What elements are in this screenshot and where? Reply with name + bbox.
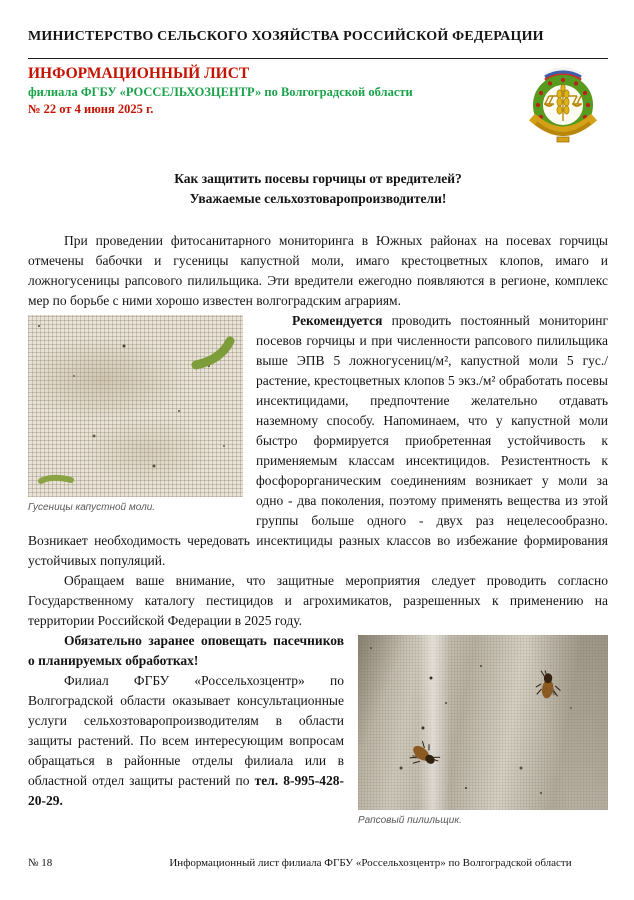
branch-line: филиала ФГБУ «РОССЕЛЬХОЗЦЕНТР» по Волгоградской области (28, 85, 413, 99)
footer-text: Информационный лист филиала ФГБУ «Россельхозцентр» по Волгоградской области (169, 857, 572, 869)
contacts-text: Филиал ФГБУ «Россельхозцентр» по Волгоградской области оказывает консультационные услуги сельхозтоваропроизводителям в области защиты растений. По всем интересующим вопросам обращаться в районные отделы филиала или в областной отдел защиты растений по (28, 673, 344, 788)
paragraph-beekeepers-warning: Обязательно заранее оповещать пасечников о планируемых обработках! (28, 633, 344, 668)
phone-number: тел. 8-995-428-20-29. (28, 773, 345, 808)
sawfly-shape-top-right (534, 669, 564, 702)
rape-sawfly-photo (358, 635, 608, 810)
ministry-header: МИНИСТЕРСТВО СЕЛЬСКОГО ХОЗЯЙСТВА РОССИЙСКОЙ ФЕДЕРАЦИИ (28, 29, 544, 44)
paragraph-monitoring: При проведении фитосанитарного мониторинга в Южных районах на посевах горчицы отмечены бабочки и гусеницы капустной моли, имаго крестоцветных клопов, имаго и ложногусеницы рапсового пилильщика. Эти вредители ежегодно появляются в регионе, комплекс мер по борьбе с ними хорошо известен волгоградским аграриям. (28, 233, 608, 308)
caption-rape-sawfly: Рапсовый пилильщик. (358, 815, 462, 826)
title-line-2: Уважаемые сельхозтоваропроизводители! (189, 191, 447, 206)
doc-type-title: ИНФОРМАЦИОННЫЙ ЛИСТ (28, 65, 250, 82)
debris-specks (370, 647, 372, 649)
caption-cabbage-moth: Гусеницы капустной моли. (28, 502, 156, 513)
issue-number-line: № 22 от 4 июня 2025 г. (28, 102, 154, 116)
figure-rape-sawfly (358, 635, 608, 827)
debris-specks (38, 325, 40, 327)
recommendation-text: проводить постоянный мониторинг посевов горчицы и при численности рапсового пилильщика выше ЭПВ 5 ложногусениц/м², капустной моли 5 гус./растение, крестоцветных клопов 5 экз./м² обработать посевы инсектицидами, предпочтение желательно отдавать наземному способу. Напоминаем, что у капустной моли быстро формируется приобретенная устойчивость к применяемым классам инсектицидов. Резистентность к фосфорорганическим соединениям возникает у моли за одно - два поколения, поэтому применять вещества из этой группы больше одного - двух раз нецелесообразно. Возникает необходимость чередовать инсектициды разных классов во избежание формирования устойчивых популяций. (28, 313, 608, 568)
document-title (28, 169, 608, 209)
info-block (28, 59, 608, 155)
caterpillar-shape-top-right (184, 335, 238, 383)
paragraph-state-catalog: Обращаем ваше внимание, что защитные мероприятия следует проводить согласно Государственному каталогу пестицидов и агрохимикатов, разрешенных к применению на территории Российской Федерации в 2025 году. (28, 573, 608, 628)
recommended-lead-word: Рекомендуется (292, 313, 383, 328)
sawfly-shape-bottom-left (403, 736, 443, 775)
cabbage-moth-caterpillars-photo (28, 315, 243, 497)
title-line-1: Как защитить посевы горчицы от вредителей? (174, 171, 462, 186)
caterpillar-shape-bottom-left (38, 473, 74, 487)
page-footer (28, 856, 608, 870)
document-body (28, 231, 608, 827)
footer-page-number: № 18 (28, 857, 53, 869)
rosselkhozcentr-emblem-icon (524, 61, 602, 147)
figure-cabbage-moth-caterpillars (28, 315, 243, 514)
